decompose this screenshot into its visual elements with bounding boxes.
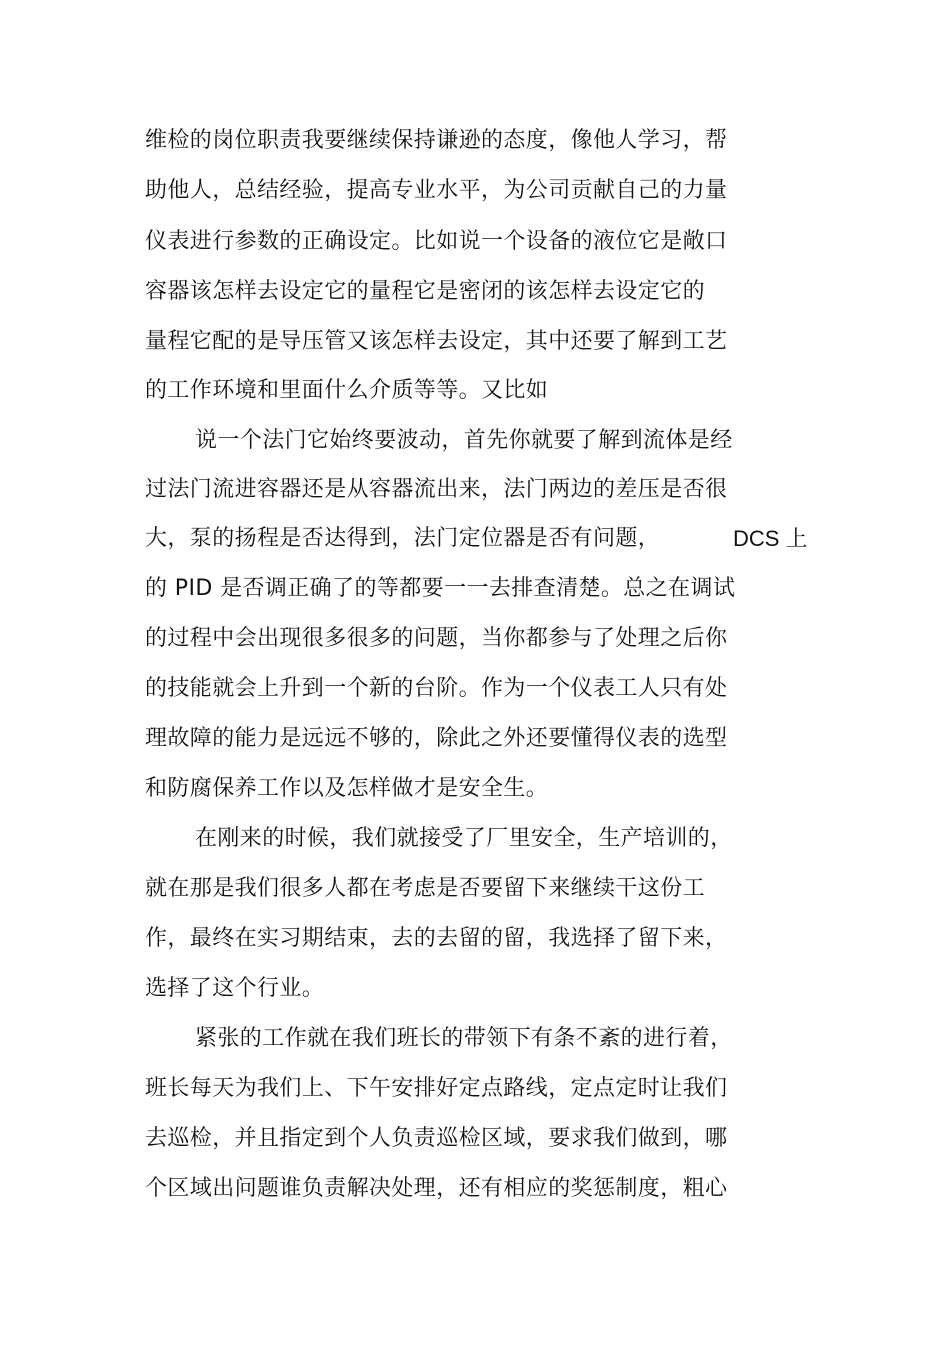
text-line-3: 仪表进行参数的正确设定。比如说一个设备的液位它是敞口 xyxy=(145,229,728,254)
dcs-label: DCS 上 xyxy=(733,526,808,551)
text-line-2: 助他人，总结经验，提高专业水平，为公司贡献自己的力量 xyxy=(145,178,728,203)
text-line-16: 就在那是我们很多人都在考虑是否要留下来继续干这份工 xyxy=(145,876,706,901)
text-line-11: 的过程中会出现很多很多的问题，当你都参与了处理之后你 xyxy=(145,626,728,651)
text-line-22: 个区域出问题谁负责解决处理，还有相应的奖惩制度，粗心 xyxy=(145,1176,728,1201)
text-line-18: 选择了这个行业。 xyxy=(145,976,325,1001)
text-line-13: 理故障的能力是远远不够的，除此之外还要懂得仪表的选型 xyxy=(145,726,728,751)
text-line-1: 维检的岗位职责我要继续保持谦逊的态度，像他人学习，帮 xyxy=(145,128,728,153)
text-line-12: 的技能就会上升到一个新的台阶。作为一个仪表工人只有处 xyxy=(145,676,728,701)
text-line-21: 去巡检，并且指定到个人负责巡检区域，要求我们做到，哪 xyxy=(145,1126,728,1151)
text-line-8: 过法门流进容器还是从容器流出来，法门两边的差压是否很 xyxy=(145,477,728,502)
text-line-19: 紧张的工作就在我们班长的带领下有条不紊的进行着， xyxy=(195,1026,733,1051)
text-line-4: 容器该怎样去设定它的量程它是密闭的该怎样去设定它的 xyxy=(145,279,706,304)
text-line-9: 大，泵的扬程是否达得到，法门定位器是否有问题， xyxy=(145,526,661,551)
text-line-6: 的工作环境和里面什么介质等等。又比如 xyxy=(145,378,549,403)
text-line-20: 班长每天为我们上、下午安排好定点路线，定点定时让我们 xyxy=(145,1076,728,1101)
text-line-10: 的 PID 是否调正确了的等都要一一去排查清楚。总之在调试 xyxy=(145,576,736,601)
text-line-5: 量程它配的是导压管又该怎样去设定，其中还要了解到工艺 xyxy=(145,329,728,354)
text-line-7: 说一个法门它始终要波动，首先你就要了解到流体是经 xyxy=(195,428,733,453)
text-line-15: 在刚来的时候，我们就接受了厂里安全，生产培训的， xyxy=(195,826,733,851)
text-line-14: 和防腐保养工作以及怎样做才是安全生。 xyxy=(145,776,549,801)
text-line-17: 作，最终在实习期结束，去的去留的留，我选择了留下来， xyxy=(145,926,728,951)
